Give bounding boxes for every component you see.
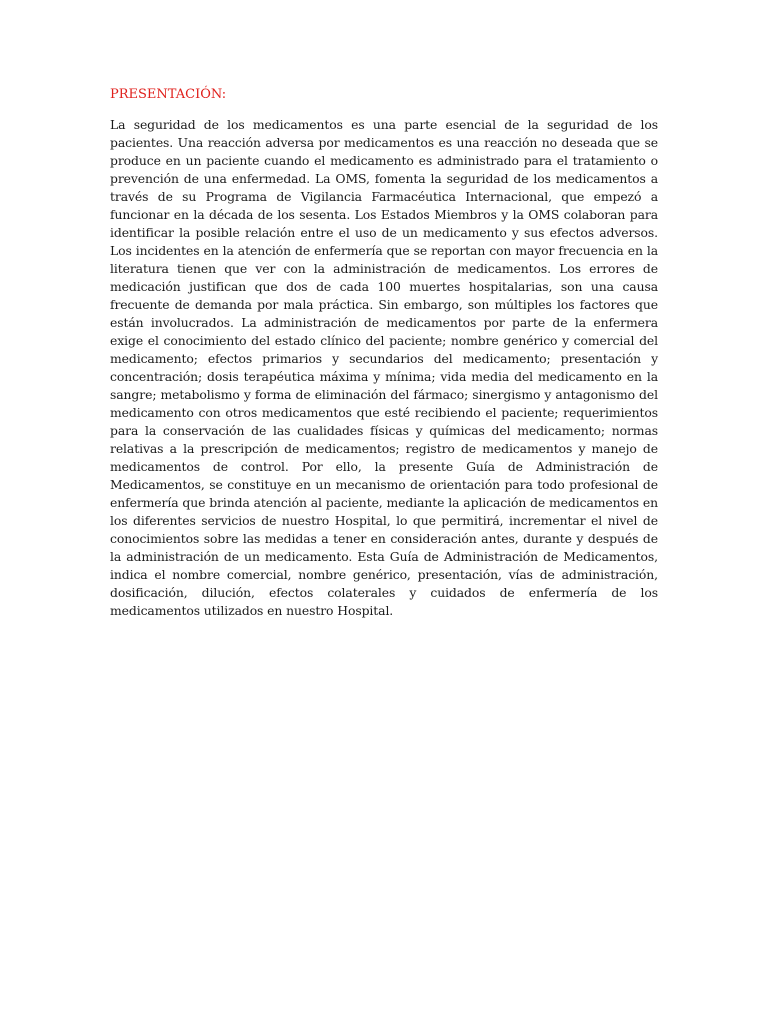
document-content <box>110 86 658 620</box>
body-paragraph: La seguridad de los medicamentos es una parte esencial de la seguridad de los pacientes. Una reacción adversa por medicamentos es una reacción no deseada que se produce en un paciente cuando el medicamento es administrado para el tratamiento o prevención de una enfermedad. La OMS, fomenta la seguridad de los medicamentos a través de su Programa de Vigilancia Farmacéutica Internacional, que empezó a funcionar en la década de los sesenta. Los Estados Miembros y la OMS colaboran para identificar la posible relación entre el uso de un medicamento y sus efectos adversos. Los incidentes en la atención de enfermería que se reportan con mayor frecuencia en la literatura tienen que ver con la administración de medicamentos. Los errores de medicación justifican que dos de cada 100 muertes hospitalarias, son una causa frecuente de demanda por mala práctica. Sin embargo, son múltiples los factores que están involucrados. La administración de medicamentos por parte de la enfermera exige el conocimiento del estado clínico del paciente; nombre genérico y comercial del medicamento; efectos primarios y secundarios del medicamento; presentación y concentración; dosis terapéutica máxima y mínima; vida media del medicamento en la sangre; metabolismo y forma de eliminación del fármaco; sinergismo y antagonismo del medicamento con otros medicamentos que esté recibiendo el paciente; requerimientos para la conservación de las cualidades físicas y químicas del medicamento; normas relativas a la prescripción de medicamentos; registro de medicamentos y manejo de medicamentos de control. Por ello, la presente Guía de Administración de Medicamentos, se constituye en un mecanismo de orientación para todo profesional de enfermería que brinda atención al paciente, mediante la aplicación de medicamentos en los diferentes servicios de nuestro Hospital, lo que permitirá, incrementar el nivel de conocimientos sobre las medidas a tener en consideración antes, durante y después de la administración de un medicamento. Esta Guía de Administración de Medicamentos, indica el nombre comercial, nombre genérico, presentación, vías de administración, dosificación, dilución, efectos colaterales y cuidados de enfermería de los medicamentos utilizados en nuestro Hospital. <box>110 117 658 618</box>
section-heading: PRESENTACIÓN: <box>110 87 227 102</box>
